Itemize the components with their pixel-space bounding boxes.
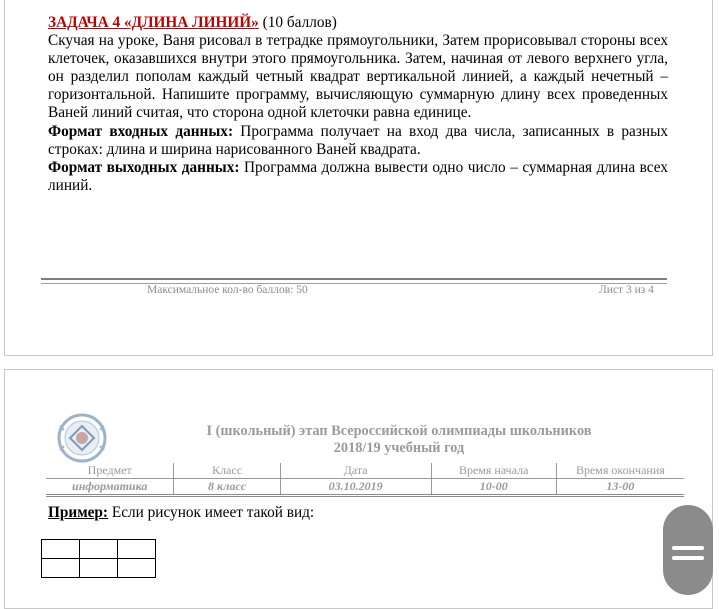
grid-cell [42, 540, 80, 559]
grid-cell [80, 559, 118, 578]
grid-cell [118, 540, 156, 559]
olympiad-logo-icon [56, 412, 108, 464]
input-format-text: Программа получает на вход два числа, записанных в разных строках: длина и ширина нарисованного Ваней квадрата. [48, 122, 668, 158]
info-table-header-row [46, 463, 684, 479]
hamburger-icon-bar [672, 556, 704, 560]
example-label: Пример: [48, 504, 109, 521]
header-date: Дата [280, 463, 431, 479]
value-end-time: 13-00 [556, 479, 684, 496]
footer-rule [41, 278, 667, 280]
task-heading [48, 14, 668, 32]
school-year: 2018/19 учебный год [333, 440, 465, 456]
olympiad-title: I (школьный) этап Всероссийской олимпиады школьников [206, 423, 592, 439]
info-table-values-row [46, 479, 684, 496]
hamburger-icon [672, 546, 704, 550]
header-subject: Предмет [46, 463, 174, 479]
value-date: 03.10.2019 [280, 479, 431, 496]
value-class: 8 класс [174, 479, 280, 496]
footer-max-points: Максимальное кол-во баллов: 50 [147, 284, 308, 296]
grid-row [42, 559, 156, 578]
olympiad-header [135, 423, 663, 457]
viewer-menu-button[interactable] [663, 505, 713, 595]
example-grid [41, 539, 156, 578]
grid-cell [118, 559, 156, 578]
header-class: Класс [174, 463, 280, 479]
task-body [48, 14, 668, 195]
header-end-time: Время окончания [556, 463, 684, 479]
grid-cell [80, 540, 118, 559]
output-format-label: Формат выходных данных: [48, 158, 240, 176]
footer-rule-thin [41, 283, 667, 284]
grid-cell [42, 559, 80, 578]
output-format-text: Программа должна вывести одно число – суммарная длина всех линий. [48, 158, 668, 194]
header-start-time: Время начала [431, 463, 556, 479]
input-format-label: Формат входных данных: [48, 122, 234, 140]
value-start-time: 10-00 [431, 479, 556, 496]
task-title: ЗАДАЧА 4 «ДЛИНА ЛИНИЙ» [48, 14, 259, 31]
example-line [48, 504, 314, 522]
task-statement: Скучая на уроке, Ваня рисовал в тетрадке прямоугольники, Затем прорисовывал стороны всех клеточек, оказавшихся внутри этого прямоугольника. Затем, начиная от левого верхнего угла, он разделил пополам каждый четный квадрат вертикальной линией, а каждый нечетный – горизонтальной. Напишите программу, вычисляющую суммарную длину всех проведенных Ваней линий считая, что сторона одной клеточки равна единице. [48, 32, 668, 122]
page-3 [4, 0, 713, 356]
page-4 [4, 369, 713, 609]
grid-row [42, 540, 156, 559]
value-subject: информатика [46, 479, 174, 496]
olympiad-info-table [46, 463, 684, 497]
task-points: (10 баллов) [258, 14, 337, 31]
example-text: Если рисунок имеет такой вид: [108, 504, 315, 521]
output-format [48, 159, 668, 195]
footer-sheet-number: Лист 3 из 4 [599, 284, 654, 296]
input-format [48, 123, 668, 159]
